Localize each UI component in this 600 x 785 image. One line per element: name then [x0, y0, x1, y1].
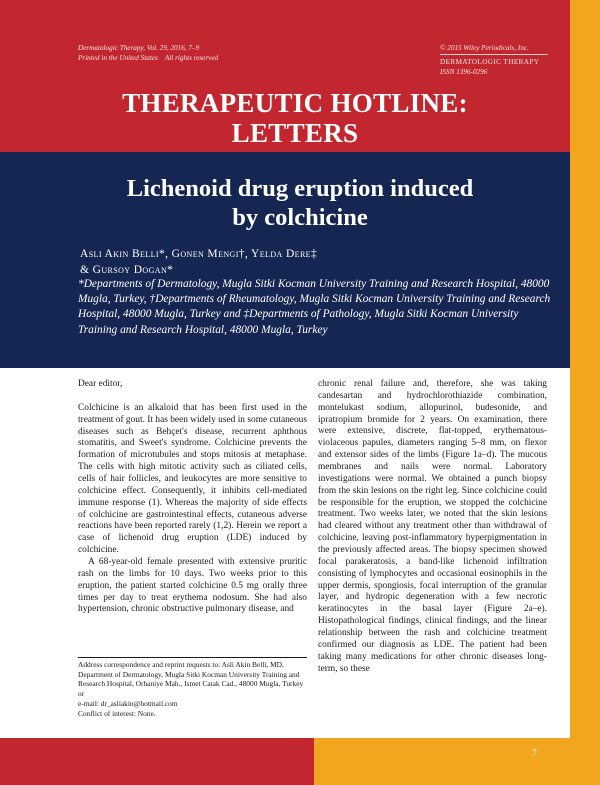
footer-red-band	[0, 738, 314, 785]
body-paragraph-3: chronic renal failure and, therefore, she was taking candesartan and hydrochlorothiazide combination, montelukast sodium, allopurinol, budesonide, and ipratropium bromide for 2 years. On examination, there were extensive, discrete, flat-topped, erythematous-violaceous papules, diameters ranging 5–8 mm, on flexor and extensor sides of the limbs (Figure 1a–d). The mucous membranes and nails were normal. Laboratory investigations were normal. We obtained a punch biopsy from the skin lesions on the right leg. Since colchicine could be responsible for the eruption, we stopped the colchicine treatment. Two weeks later, we noted that the skin lesions had cleared without any treatment other than withdrawal of colchicine, leaving post-inflammatory hyperpigmentation in the previously affected areas. The biopsy specimen showed focal parakeratosis, a band-like lichenoid infiltration consisting of lymphocytes and occasional eosinophils in the upper dermis, spongiosis, focal interruption of the granular layer, and hydropic degeneration with a few necrotic keratinocytes in the basal layer (Figure 2a–e). Histopathological findings, clinical findings, and the linear relationship between the rash and colchicine treatment confirmed our diagnosis as LDE. The patient had been taking many medications for other chronic diseases long-term, so these	[318, 379, 547, 674]
section-title-line2: LETTERS	[231, 118, 359, 148]
correspondence-address: Address correspondence and reprint requests to: Asli Akin Belli, MD, Department of Dermatology, Mugla Sitki Kocman University Training and Research Hospital, Orhaniye Mah., Ismet Catak Cad., 48000 Mugla, Turkey or	[78, 660, 304, 699]
section-title-line1: THERAPEUTIC HOTLINE:	[122, 88, 468, 118]
section-title	[20, 88, 570, 148]
body-column-left	[78, 379, 307, 616]
conflict-of-interest: Conflict of interest: None.	[78, 708, 156, 718]
body-column-right	[318, 379, 547, 675]
journal-rule	[440, 54, 548, 55]
copyright: © 2015 Wiley Periodicals, Inc.	[440, 44, 529, 52]
article-title-line2: by colchicine	[232, 204, 368, 231]
journal-citation: Dermatologic Therapy, Vol. 29, 2016, 7–9	[78, 44, 200, 52]
authors-line2: & Gursoy Dogan*	[80, 264, 174, 276]
footer-orange-band	[314, 738, 600, 785]
header-orange-strip	[570, 0, 600, 152]
journal-info-block	[440, 43, 548, 77]
correspondence-email: e-mail: dr_asliakin@hotmail.com	[78, 698, 178, 708]
correspondence-footnote	[78, 657, 307, 718]
author-list	[80, 246, 550, 278]
journal-citation-block	[78, 43, 218, 63]
article-title	[60, 174, 540, 232]
journal-name: DERMATOLOGIC THERAPY	[440, 58, 540, 66]
body-paragraph-2: A 68-year-old female presented with extensive pruritic rash on the limbs for 10 days. Two weeks prior to this eruption, the patient started colchicine 0.5 mg orally three times per day to treat erythema nodosum. She had also hypertension, chronic obstructive pulmonary disease, and	[78, 557, 307, 615]
article-title-line1: Lichenoid drug eruption induced	[126, 175, 474, 202]
body-paragraph-1: Colchicine is an alkaloid that has been first used in the treatment of gout. It has been widely used in some cutaneous diseases such as Behçet's disease, recurrent aphthous stomatitis, and Sweet's syndrome. Colchicine prevents the formation of microtubules and stops mitosis at metaphase. The cells with high mitotic activity such as ciliated cells, cells of hair follicles, and leukocytes are more sensitive to colchicine effect. Consequently, it inhibits cell-mediated immune response (1). Whereas the majority of side effects of colchicine are gastrointestinal effects, cutaneous adverse reactions have been reported rarely (1,2). Herein we report a case of lichenoid drug eruption (LDE) induced by colchicine.	[78, 402, 307, 556]
authors-line1: Asli Akin Belli*, Gonen Mengi†, Yelda Dere‡	[80, 248, 318, 260]
salutation: Dear editor,	[78, 379, 123, 389]
issn: ISSN 1396-0296	[440, 68, 488, 76]
printed-note: Printed in the United States All rights reserved	[78, 54, 219, 62]
affiliations: *Departments of Dermatology, Mugla Sitki Kocman University Training and Research Hospital, 48000 Mugla, Turkey, †Departments of Rheumatology, Mugla Sitki Kocman University Training and Research Hospital, 48000 Mugla, Turkey and ‡Departments of Pathology, Mugla Sitki Kocman University Training and Research Hospital, 48000 Mugla, Turkey	[78, 278, 551, 336]
page-number: 7	[532, 748, 537, 759]
side-orange-strip	[570, 152, 600, 738]
